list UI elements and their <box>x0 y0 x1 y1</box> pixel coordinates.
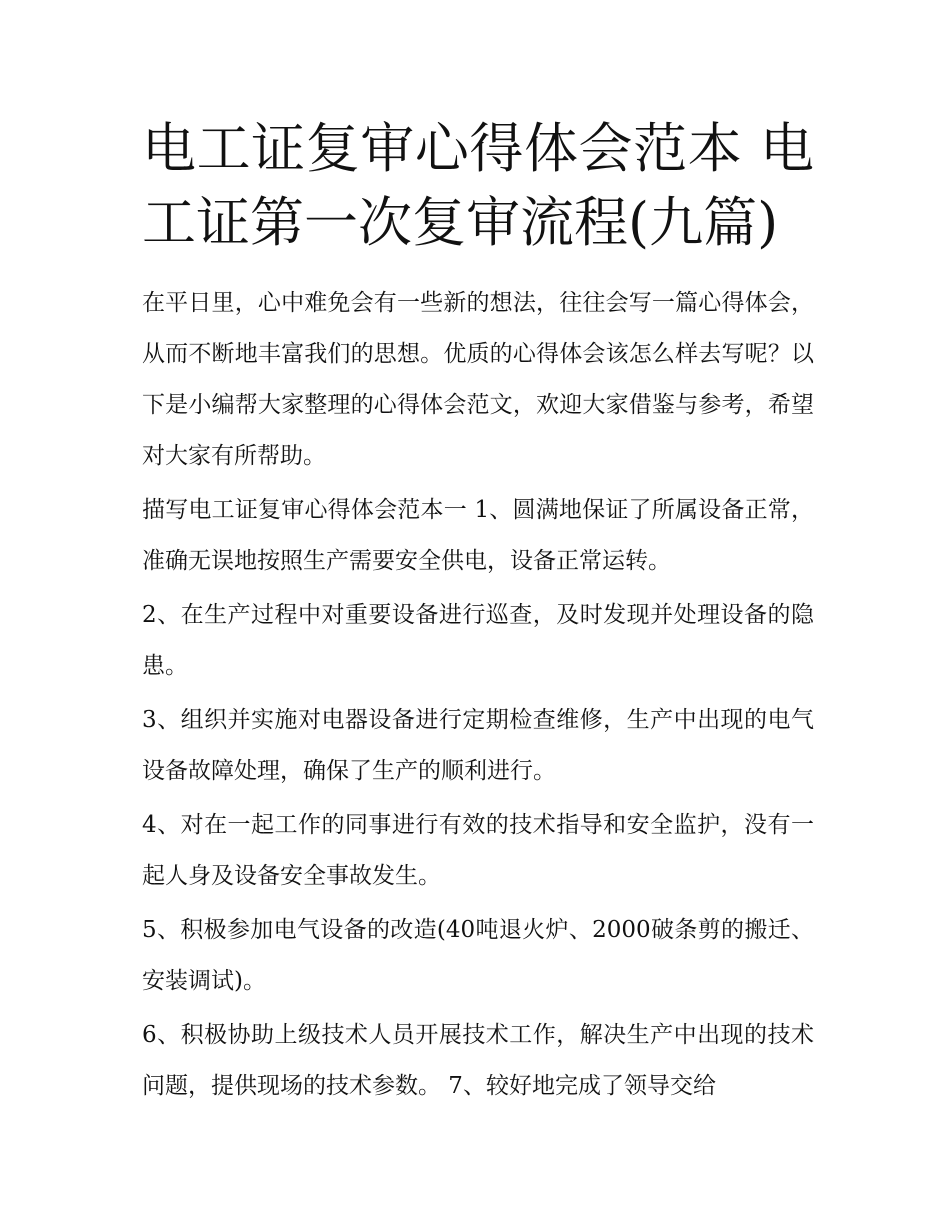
paragraph-5: 5、积极参加电气设备的改造(40吨退火炉、2000破条剪的搬迁、安装调试)。 <box>142 917 814 994</box>
paragraph-1: 描写电工证复审心得体会范本一 1、圆满地保证了所属设备正常，准确无误地按照生产需要安全供电，设备正常运转。 <box>142 497 814 574</box>
paragraph-6: 6、积极协助上级技术人员开展技术工作，解决生产中出现的技术问题，提供现场的技术参数。 7、较好地完成了领导交给 <box>142 1022 814 1099</box>
paragraph-3: 3、组织并实施对电器设备进行定期检查维修，生产中出现的电气设备故障处理，确保了生产的顺利进行。 <box>142 707 814 784</box>
intro-paragraph: 在平日里，心中难免会有一些新的想法，往往会写一篇心得体会，从而不断地丰富我们的思想。优质的心得体会该怎么样去写呢？以下是小编帮大家整理的心得体会范文，欢迎大家借鉴与参考，希望对大家有所帮助。 <box>142 290 814 469</box>
document-body <box>142 112 814 1115</box>
paragraph-4: 4、对在一起工作的同事进行有效的技术指导和安全监护，没有一起人身及设备安全事故发生。 <box>142 812 814 889</box>
paragraph-2: 2、在生产过程中对重要设备进行巡查，及时发现并处理设备的隐患。 <box>142 602 814 679</box>
document-title: 电工证复审心得体会范本 电工证第一次复审流程(九篇) <box>142 117 814 254</box>
